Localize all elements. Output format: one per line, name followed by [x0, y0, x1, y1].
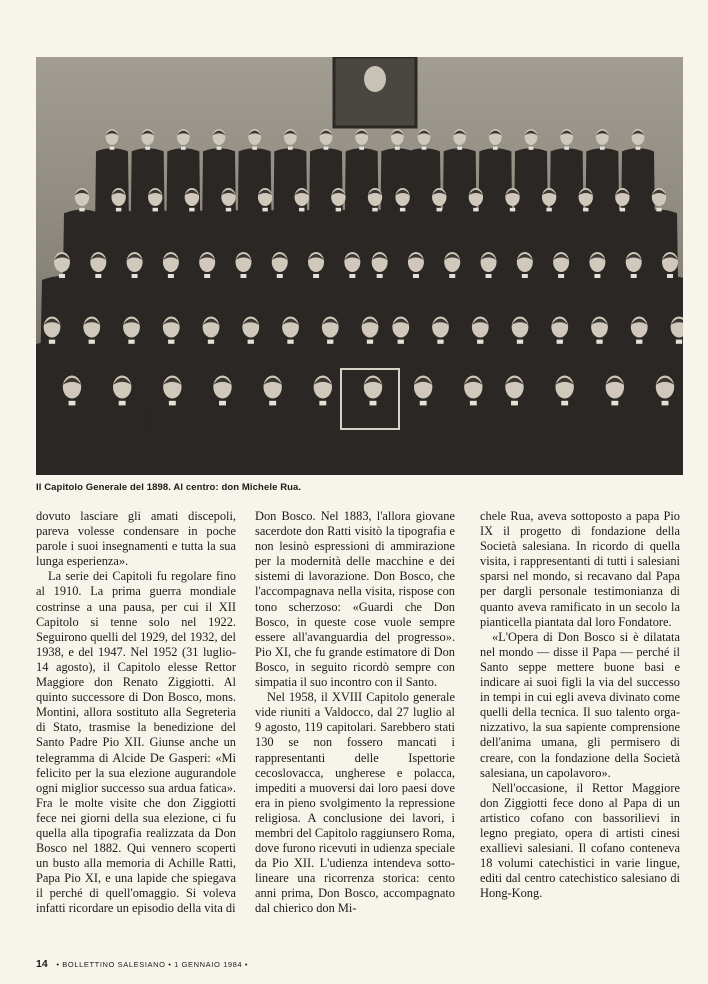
figure-collar	[631, 274, 637, 278]
figure-collar	[486, 274, 492, 278]
figure-collar	[656, 208, 661, 212]
figure-collar	[95, 274, 101, 278]
figure-collar	[145, 147, 150, 150]
figure-collar	[561, 401, 568, 406]
figure-collar	[522, 274, 528, 278]
figure-collar	[493, 147, 498, 150]
text-column-3	[480, 509, 680, 901]
figure-collar	[119, 401, 126, 406]
page-footer	[36, 958, 248, 970]
figure-collar	[69, 401, 76, 406]
figure-collar	[422, 147, 427, 150]
figure-collar	[226, 208, 231, 212]
paragraph: dovuto lasciare gli amati discepoli, pareva volesse condensare in poche parole i suoi insegnamenti e tutta la sua lunga esperienza».	[36, 509, 236, 569]
figure-body	[538, 403, 592, 475]
figure-collar	[181, 147, 186, 150]
figure-collar	[636, 340, 642, 344]
figure-collar	[59, 274, 65, 278]
figure-collar	[583, 208, 588, 212]
figure-collar	[517, 340, 523, 344]
figure-body	[246, 403, 300, 475]
paragraph: Nell'occasione, il Rettor Maggiore don Ziggiotti fece dono al Papa di un artistico cofano con bassorilievi in legno pregiato, opera di artisti cinesi exallievi salesiani. Il cofano conteneva 18 volumi catechistici in varie lingue, editi dal centro catechistico salesiano di Hong-Kong.	[480, 780, 680, 901]
figure-collar	[370, 401, 377, 406]
figure-collar	[349, 274, 355, 278]
figure-collar	[169, 401, 176, 406]
figure-collar	[437, 340, 443, 344]
figure-body	[488, 403, 542, 475]
figure-collar	[477, 340, 483, 344]
figure-collar	[252, 147, 257, 150]
paragraph: Don Bosco. Nel 1883, l'allora giovane sacerdote don Ratti visitò la tipografia e non lesinò espressioni di ammirazione per la modernità delle macchine e dei sistemi di lavorazione. Don Bosco, che l'accompagnava nella visita, rispose con tono scherzoso: «Guardi che Don Bosco, in queste cose vuole sempre essere all'avanguardia del progresso». Pio XI, che fu grande estimatore di Don Bosco, in seguito ricordò sempre con simpatia il suo incontro con il Santo.	[255, 509, 455, 690]
figure-collar	[662, 401, 669, 406]
figure-collar	[217, 147, 222, 150]
figure-collar	[557, 340, 563, 344]
figure-collar	[269, 401, 276, 406]
figure-body	[95, 403, 149, 475]
figure-collar	[558, 274, 564, 278]
figure-body	[588, 403, 642, 475]
figure-body	[346, 403, 400, 475]
figure-collar	[79, 208, 84, 212]
figure-collar	[110, 147, 115, 150]
figure-collar	[546, 208, 551, 212]
figure-collar	[413, 274, 419, 278]
figure-collar	[262, 208, 267, 212]
photo-caption: Il Capitolo Generale del 1898. Al centro: don Michele Rua.	[36, 482, 302, 493]
figure-collar	[287, 340, 293, 344]
text-column-2	[255, 509, 455, 917]
figure-collar	[457, 147, 462, 150]
figure-collar	[377, 274, 383, 278]
figure-collar	[324, 147, 329, 150]
figure-collar	[336, 208, 341, 212]
text-column-1	[36, 509, 236, 917]
figure-collar	[153, 208, 158, 212]
figure-collar	[367, 340, 373, 344]
figure-collar	[327, 340, 333, 344]
figure-collar	[204, 274, 210, 278]
figure-collar	[277, 274, 283, 278]
figure-collar	[219, 401, 226, 406]
figure-collar	[594, 274, 600, 278]
figure-collar	[600, 147, 605, 150]
figure-collar	[470, 401, 477, 406]
figure-collar	[189, 208, 194, 212]
running-title: • BOLLETTINO SALESIANO • 1 GENNAIO 1984 •	[56, 960, 249, 969]
figure-collar	[168, 274, 174, 278]
page-number: 14	[36, 958, 48, 970]
figure-collar	[168, 340, 174, 344]
paragraph: Nel 1958, il XVIII Capitolo generale vide riuniti a Valdocco, dal 27 luglio al 9 agosto, 119 capitolari. Sarebbero stati 130 se non fossero mancati i rappresentanti delle Ispettorie cecoslovacca, ungherese e polacca, impediti a muoversi dai loro paesi dove era in pieno svolgimento la repressione religiosa. A conclusione dei lavori, i membri del Capitolo raggiunsero Roma, dove furono ricevuti in udienza speciale da Pio XII. L'udienza intendeva sottolineare una ricorrenza storica: cento anni prima, Don Bosco, accompagnato dal chierico don Mi-	[255, 690, 455, 916]
figure-collar	[564, 147, 569, 150]
figure-collar	[676, 340, 682, 344]
paragraph: «L'Opera di Don Bosco si è dilatata nel mondo — disse il Papa — perché il Santo seppe mettere buone basi e indicare ai suoi figli la via del successo in tempi in cui egli aveva divinato come quelli della tecnica. Il suo talento organizzativo, la sua sapiente comprensione dell'anima umana, gli permisero di creare, con la fondazione della Società salesiana, un capolavoro».	[480, 629, 680, 780]
figure-collar	[437, 208, 442, 212]
figure-collar	[667, 274, 673, 278]
figure-collar	[208, 340, 214, 344]
figure-collar	[240, 274, 246, 278]
figure-collar	[128, 340, 134, 344]
figure-collar	[89, 340, 95, 344]
paragraph: chele Rua, aveva sottoposto a papa Pio IX il progetto di fondazione della Società salesiana. In ricordo di quella visita, i rappresentanti di tutti i salesiani sparsi nel mondo, si recavano dal Papa per dargli personale testimonianza di quanto aveva ramificato in un secolo la pianticella piantata dal loro Fondatore.	[480, 509, 680, 629]
photo-illustration	[36, 57, 683, 475]
figure-collar	[420, 401, 427, 406]
figure-collar	[132, 274, 138, 278]
figure-collar	[620, 208, 625, 212]
figure-collar	[299, 208, 304, 212]
figure-collar	[372, 208, 377, 212]
figure-collar	[636, 147, 641, 150]
figure-body	[45, 403, 99, 475]
figure-body	[638, 403, 683, 475]
figure-collar	[288, 147, 293, 150]
figure-collar	[49, 340, 55, 344]
figure-collar	[400, 208, 405, 212]
figure-collar	[596, 340, 602, 344]
figure-collar	[611, 401, 618, 406]
figure-collar	[319, 401, 326, 406]
figure-collar	[248, 340, 254, 344]
figure-collar	[510, 208, 515, 212]
figure-collar	[473, 208, 478, 212]
group-photo	[36, 57, 683, 475]
figure-collar	[395, 147, 400, 150]
figure-collar	[398, 340, 404, 344]
figure-body	[145, 403, 199, 475]
figure-body	[196, 403, 250, 475]
paragraph: La serie dei Capitoli fu regolare fino al 1910. La prima guerra mondiale costrinse a una pausa, per cui il XII Capitolo si tenne solo nel 1922. Seguirono quelli del 1929, del 1932, del 1938, e del 1947. Nel 1952 (31 luglio-14 agosto), il Capitolo elesse Rettor Maggiore don Renato Ziggiotti. Al quinto successore di Don Bosco, mons. Montini, allora sostituto alla Segreteria di Stato, trasmise la benedizione del Santo Padre Pio XII. Giunse anche un telegramma di Alcide De Gasperi: «Mi felicito per la sua elezione augurandole ogni miglior successo sua ardua fatica». Fra le molte visite che don Ziggiotti fece nei giorni della sua elezione, ci fu quella alla tipografia realizzata da Don Bosco nel 1882. Qui vennero scoperti un busto alla memoria di Achille Ratti, Papa Pio XI, e una lapide che spiegava il perché di quell'omaggio. Si voleva infatti ricordare un episodio della vita di	[36, 569, 236, 916]
figure-collar	[359, 147, 364, 150]
figure-collar	[449, 274, 455, 278]
figure-collar	[511, 401, 518, 406]
figure-body	[396, 403, 450, 475]
figure-collar	[529, 147, 534, 150]
figure-collar	[313, 274, 319, 278]
figure-collar	[116, 208, 121, 212]
